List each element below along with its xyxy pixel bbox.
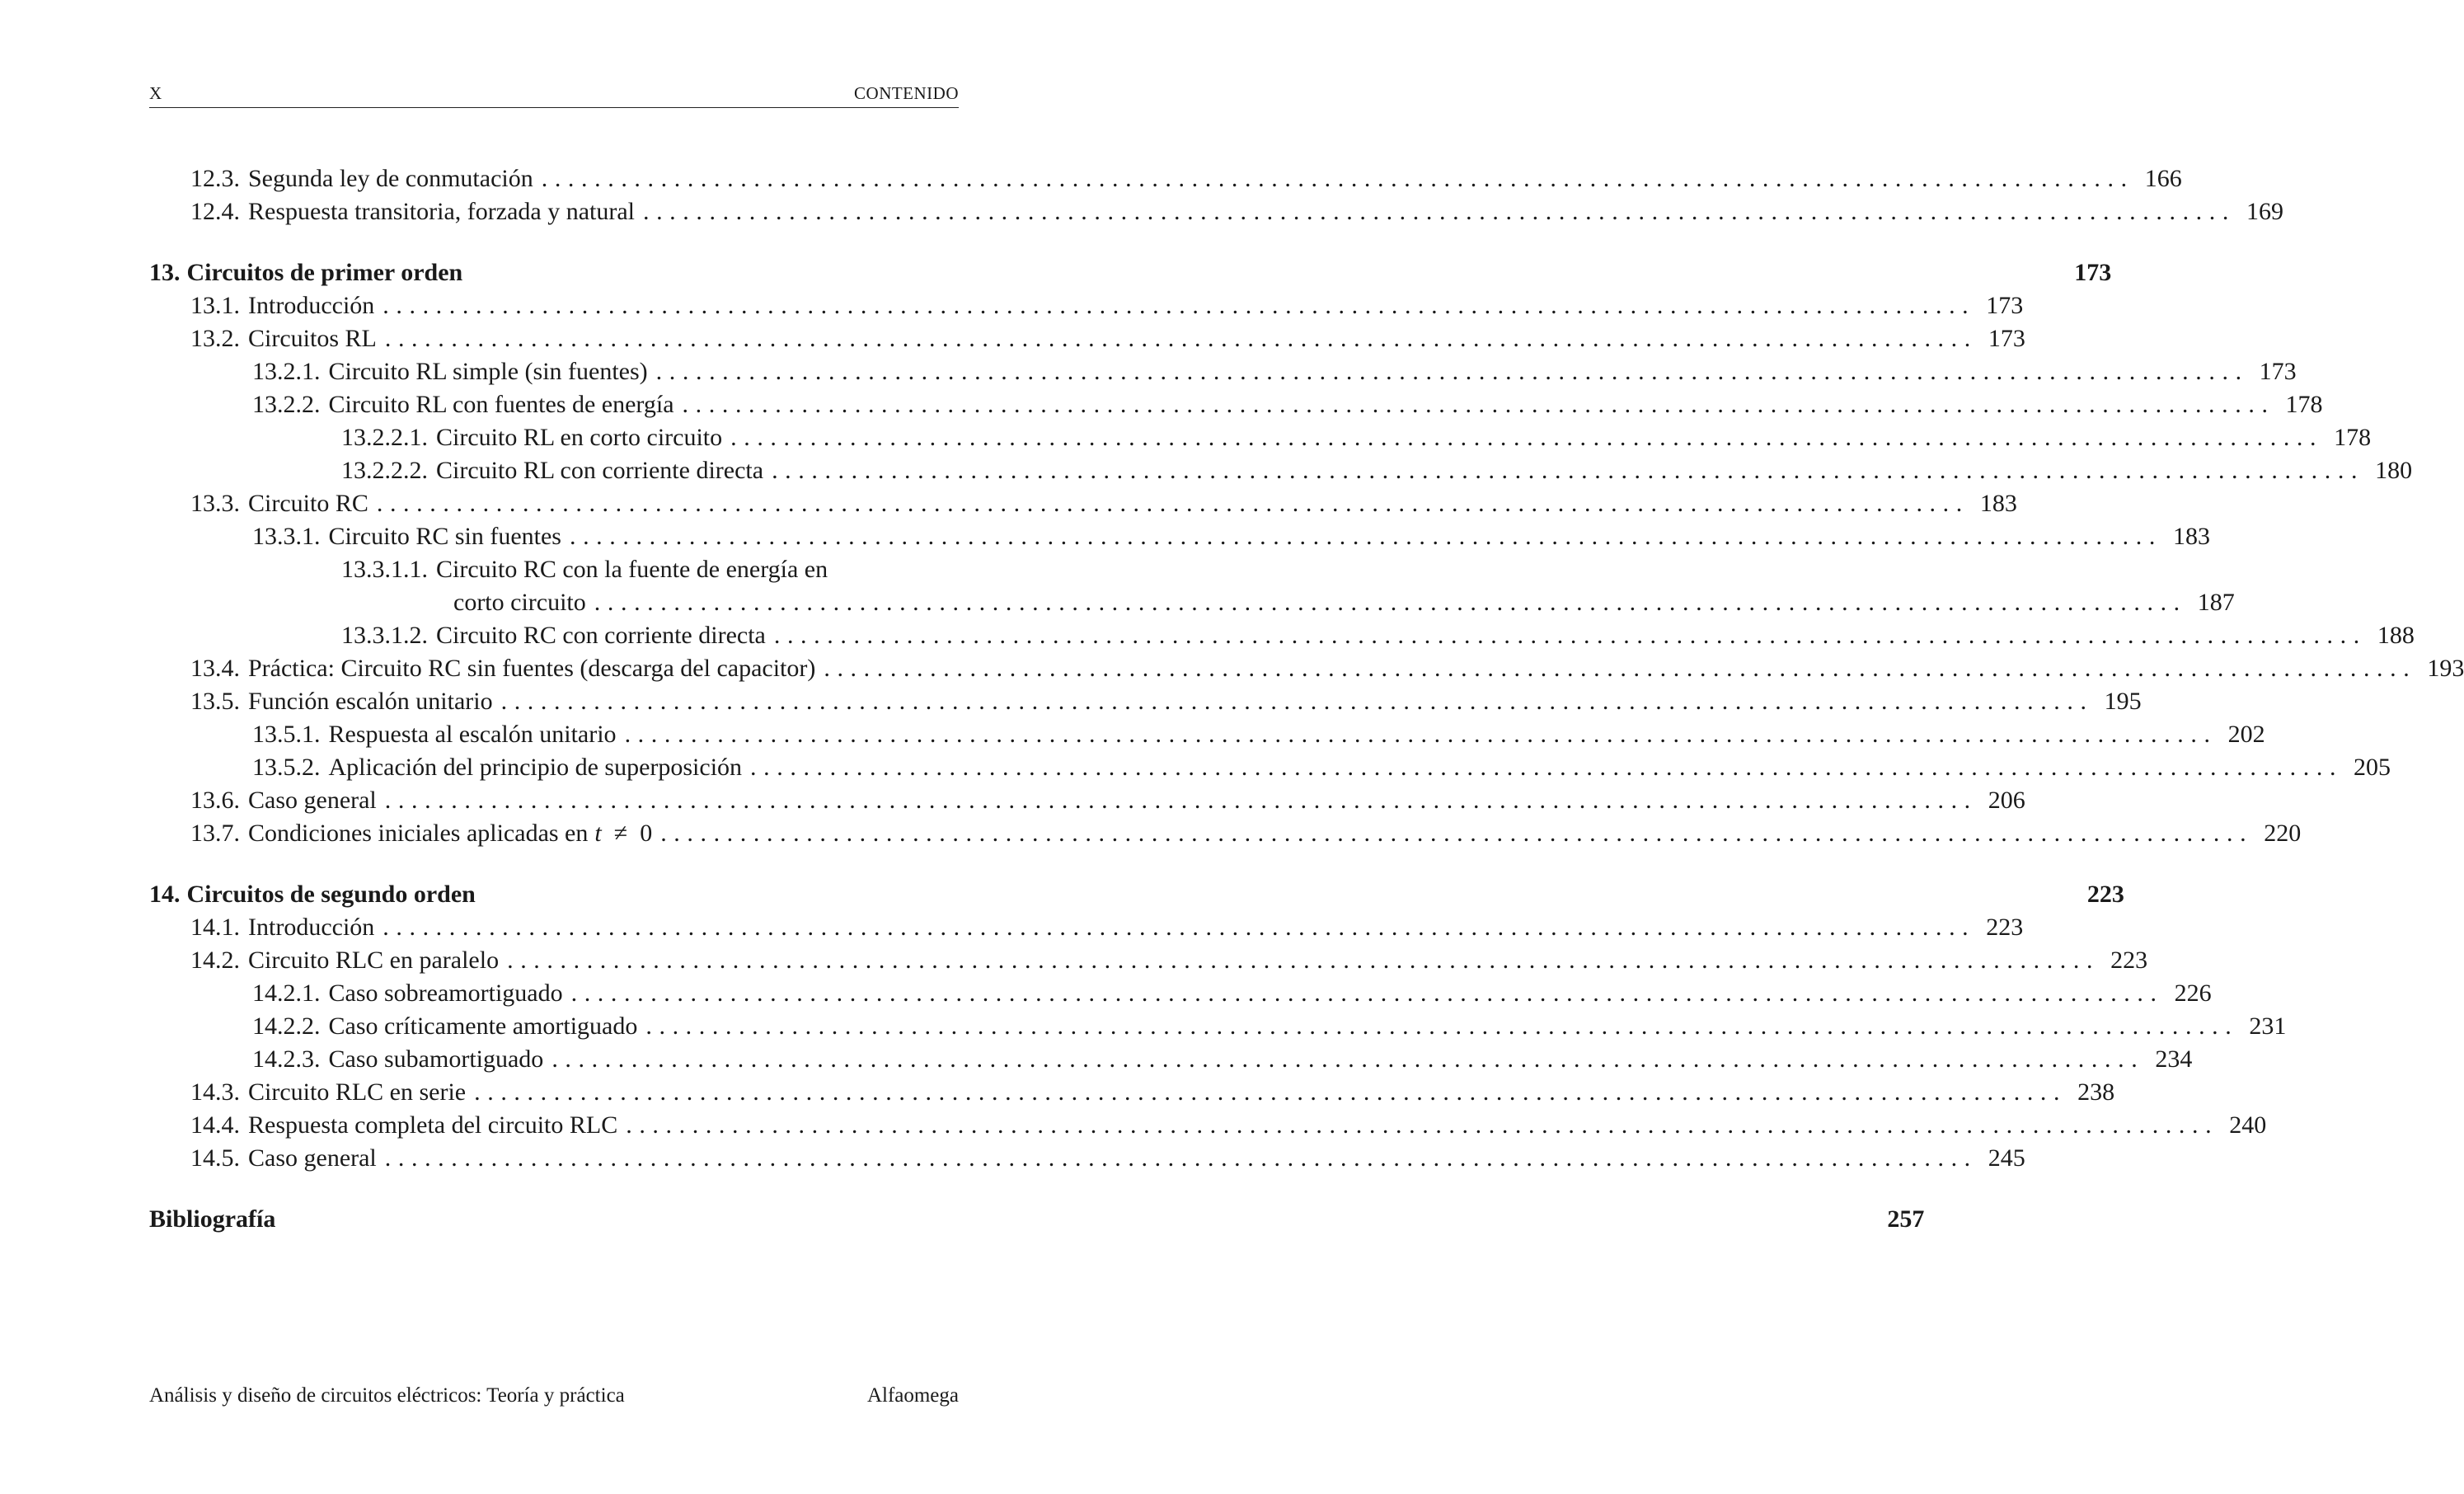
toc-title: Bibliografía <box>149 1205 276 1233</box>
math-variable: t <box>594 820 602 847</box>
toc-number: 12.4. <box>190 198 240 225</box>
toc-page: 173 <box>1988 325 2025 352</box>
toc-page: 205 <box>2354 754 2391 781</box>
toc-number: 14.2.2. <box>252 1012 321 1040</box>
toc-leader: ........................................................................................................................ <box>474 1078 2067 1106</box>
toc-page: 220 <box>2264 820 2302 847</box>
toc-entry[interactable] <box>190 784 2025 817</box>
toc-title: Caso general <box>248 1144 377 1172</box>
toc-entry[interactable] <box>341 421 2372 454</box>
toc-page: 223 <box>2110 947 2148 974</box>
toc-title: Caso general <box>248 787 377 814</box>
toc-title: Caso críticamente amortiguado <box>328 1012 638 1040</box>
running-head <box>149 83 959 105</box>
toc-leader: ........................................................................................................................ <box>660 820 2254 847</box>
toc-title: Condiciones iniciales aplicadas en <box>248 820 589 847</box>
toc-leader: ........................................................................................................................ <box>383 292 1976 319</box>
publisher-name: Alfaomega <box>866 1384 959 1407</box>
toc-chapter[interactable] <box>149 256 2112 289</box>
toc-title: Función escalón unitario <box>248 688 493 715</box>
toc-page: 193 <box>2427 655 2464 682</box>
toc-title: Circuito RL en corto circuito <box>436 424 723 451</box>
toc-title: Circuito RC con corriente directa <box>436 622 766 649</box>
toc-page: 231 <box>2249 1012 2287 1040</box>
toc-title: Aplicación del principio de superposición <box>328 754 743 781</box>
toc-title: Circuito RC sin fuentes <box>328 523 561 550</box>
toc-page: 223 <box>2086 881 2124 908</box>
toc-title: Circuito RL con corriente directa <box>436 457 764 484</box>
page-folio: X <box>149 83 162 103</box>
toc-page: 183 <box>1979 490 2017 517</box>
math-value: 0 <box>640 820 653 847</box>
toc-number: 13.3.1. <box>252 523 321 550</box>
toc-title: Caso sobreamortiguado <box>328 980 563 1007</box>
toc-entry[interactable] <box>190 1109 2267 1142</box>
toc-leader: ........................................................................................................................ <box>772 457 2365 484</box>
toc-leader: ........................................................................................................................ <box>384 1144 1978 1172</box>
toc-leader: ........................................................................................................................ <box>551 1045 2145 1073</box>
toc-page: 257 <box>1887 1205 1925 1233</box>
toc-leader: ........................................................................................................................ <box>541 165 2134 192</box>
toc-leader: ........................................................................................................................ <box>384 787 1978 814</box>
toc-page: 178 <box>2334 424 2372 451</box>
toc-leader: ........................................................................................................................ <box>642 198 2236 225</box>
toc-entry[interactable] <box>252 388 2323 421</box>
toc-leader: ........................................................................................................................ <box>824 655 2417 682</box>
running-title: CONTENIDO <box>854 83 959 103</box>
toc-number: 13.5.1. <box>252 721 321 748</box>
toc-page: 183 <box>2172 523 2210 550</box>
toc-number: 14.4. <box>190 1111 240 1139</box>
toc-page: 195 <box>2104 688 2142 715</box>
toc-number: 13.2.2.1. <box>341 424 428 451</box>
toc-entry[interactable] <box>190 162 2182 195</box>
toc-entry[interactable] <box>252 751 2391 784</box>
toc-entry[interactable] <box>190 1076 2115 1109</box>
toc-entry[interactable] <box>252 355 2297 388</box>
toc-page: 223 <box>1986 914 2024 941</box>
toc-entry[interactable] <box>190 652 2464 685</box>
page-footer <box>149 1384 959 1412</box>
toc-number: 13.7. <box>190 820 240 847</box>
toc-number: 14.5. <box>190 1144 240 1172</box>
toc-title: Práctica: Circuito RC sin fuentes (descarga del capacitor) <box>248 655 816 682</box>
math-expression <box>594 817 652 850</box>
toc-title: Circuito RC <box>248 490 368 517</box>
toc-title: Respuesta completa del circuito RLC <box>248 1111 618 1139</box>
toc-number: 13.1. <box>190 292 240 319</box>
toc-leader: ........................................................................................................................ <box>384 325 1978 352</box>
toc-leader: ........................................................................................................................ <box>594 589 2187 616</box>
toc-number: 14.2.3. <box>252 1045 321 1073</box>
toc-number: 14. <box>149 881 181 908</box>
toc-page: 238 <box>2077 1078 2115 1106</box>
toc-number: 12.3. <box>190 165 240 192</box>
toc-leader: ........................................................................................................................ <box>682 391 2275 418</box>
toc-number: 13.4. <box>190 655 240 682</box>
toc-entry[interactable] <box>252 977 2212 1010</box>
toc-leader: ........................................................................................................................ <box>570 980 2164 1007</box>
toc-title: Circuitos de primer orden <box>186 259 463 286</box>
toc-number: 13.5. <box>190 688 240 715</box>
toc-title: Circuito RL con fuentes de energía <box>328 391 674 418</box>
toc-leader: ........................................................................................................................ <box>773 622 2367 649</box>
toc-entry[interactable] <box>190 322 2025 355</box>
toc-number: 14.3. <box>190 1078 240 1106</box>
toc-number: 13.3.1.2. <box>341 622 428 649</box>
math-relation: ≠ <box>613 820 628 847</box>
toc-leader: ........................................................................................................................ <box>507 947 2100 974</box>
toc-number: 13. <box>149 259 181 286</box>
toc-leader: ........................................................................................................................ <box>500 688 2094 715</box>
toc-chapter[interactable] <box>149 878 2124 911</box>
toc-bibliography[interactable] <box>149 1203 1925 1236</box>
toc-page: 173 <box>2074 259 2112 286</box>
toc-page: 166 <box>2144 165 2182 192</box>
toc-page: 206 <box>1988 787 2025 814</box>
toc-entry[interactable] <box>190 1142 2025 1175</box>
toc-page: 245 <box>1988 1144 2025 1172</box>
toc-title: Respuesta al escalón unitario <box>328 721 617 748</box>
toc-entry[interactable] <box>341 454 2413 487</box>
toc-entry[interactable] <box>190 911 2024 944</box>
toc-entry[interactable] <box>341 553 2235 619</box>
toc-leader: ........................................................................................................................ <box>645 1012 2239 1040</box>
toc-title: Circuito RC con la fuente de energía en <box>436 556 828 583</box>
toc-number: 13.3.1.1. <box>341 556 428 583</box>
toc-leader: ........................................................................................................................ <box>730 424 2324 451</box>
toc-title: Circuito RLC en paralelo <box>248 947 500 974</box>
toc-entry[interactable] <box>252 718 2265 751</box>
toc-leader: ........................................................................................................................ <box>750 754 2344 781</box>
toc-page: 202 <box>2227 721 2265 748</box>
toc-leader: ........................................................................................................................ <box>376 490 1969 517</box>
toc-entry[interactable] <box>190 487 2017 520</box>
toc-number: 14.1. <box>190 914 240 941</box>
toc-number: 13.2.1. <box>252 358 321 385</box>
toc-number: 14.2.1. <box>252 980 321 1007</box>
toc-number: 13.5.2. <box>252 754 321 781</box>
toc-leader: ........................................................................................................................ <box>655 358 2249 385</box>
toc-entry[interactable] <box>252 1010 2287 1043</box>
toc-page: 226 <box>2174 980 2212 1007</box>
toc-title: Introducción <box>248 914 375 941</box>
toc-title: Respuesta transitoria, forzada y natural <box>248 198 635 225</box>
book-title: Análisis y diseño de circuitos eléctricos: Teoría y práctica <box>149 1384 625 1407</box>
toc-number: 14.2. <box>190 947 240 974</box>
toc-title: Caso subamortiguado <box>328 1045 544 1073</box>
toc-title: Introducción <box>248 292 375 319</box>
toc-page: 187 <box>2197 589 2235 616</box>
toc-title: Circuito RL simple (sin fuentes) <box>328 358 648 385</box>
toc-leader: ........................................................................................................................ <box>569 523 2162 550</box>
toc-leader: ........................................................................................................................ <box>383 914 1976 941</box>
header-rule <box>149 107 959 108</box>
toc-page: 188 <box>2377 622 2415 649</box>
toc-number: 13.2.2. <box>252 391 321 418</box>
toc-entry[interactable] <box>341 619 2415 652</box>
toc-title: Circuitos de segundo orden <box>186 881 476 908</box>
toc-page: 169 <box>2246 198 2283 225</box>
toc-page: 180 <box>2375 457 2413 484</box>
toc-entry[interactable] <box>190 289 2024 322</box>
toc-number: 13.3. <box>190 490 240 517</box>
toc-entry[interactable] <box>190 685 2142 718</box>
toc-title: Circuito RLC en serie <box>248 1078 467 1106</box>
toc-title: Circuitos RL <box>248 325 377 352</box>
toc-leader: ........................................................................................................................ <box>624 721 2218 748</box>
toc-page: 234 <box>2155 1045 2193 1073</box>
toc-entry[interactable] <box>252 520 2210 553</box>
toc-title: Segunda ley de conmutación <box>248 165 533 192</box>
toc-page: 178 <box>2285 391 2323 418</box>
toc-entry[interactable] <box>190 817 2302 850</box>
toc-number: 13.2. <box>190 325 240 352</box>
toc-title-continued: corto circuito <box>453 589 586 616</box>
toc-entry[interactable] <box>190 944 2148 977</box>
toc-number: 13.6. <box>190 787 240 814</box>
toc-entry[interactable] <box>252 1043 2193 1076</box>
toc-number: 13.2.2.2. <box>341 457 428 484</box>
toc-page: 173 <box>2259 358 2297 385</box>
toc-leader: ........................................................................................................................ <box>626 1111 2219 1139</box>
toc-page: 240 <box>2229 1111 2267 1139</box>
toc-entry[interactable] <box>190 195 2283 228</box>
toc-page: 173 <box>1986 292 2024 319</box>
